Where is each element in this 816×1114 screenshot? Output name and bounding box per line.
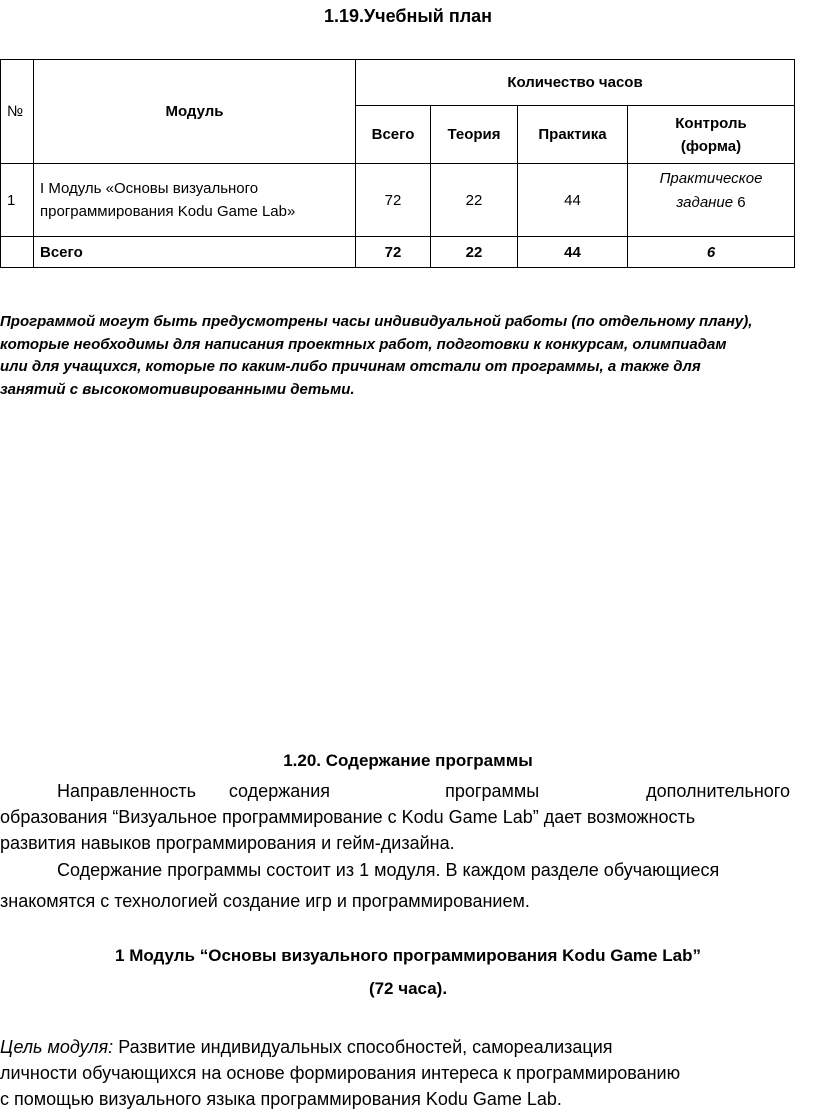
row-control-value: 6 bbox=[737, 194, 746, 211]
note-line: или для учащихся, которые по каким-либо причинам отстали от программы, а также для bbox=[0, 358, 701, 375]
total-total: 72 bbox=[356, 237, 431, 268]
total-theory: 22 bbox=[431, 237, 518, 268]
row-module-line1: I Модуль «Основы визуального bbox=[40, 180, 259, 197]
paragraph-line: знакомятся с технологией создание игр и программированием. bbox=[0, 891, 530, 911]
row-module-line2: программирования Kodu Game Lab» bbox=[40, 203, 296, 220]
module-hours: (72 часа). bbox=[368, 979, 448, 998]
header-total: Всего bbox=[356, 106, 431, 164]
paragraph-direction bbox=[0, 778, 790, 856]
row-num: 1 bbox=[1, 164, 34, 237]
row-control bbox=[628, 164, 795, 237]
header-control-line1: Контроль bbox=[675, 114, 747, 132]
note-line: которые необходимы для написания проектных работ, подготовки к конкурсам, олимпиадам bbox=[0, 335, 727, 353]
goal-line bbox=[0, 1034, 790, 1060]
row-control-type: задание bbox=[676, 194, 734, 211]
paragraph-line: образования “Визуальное программирование с Kodu Game Lab” дает возможность bbox=[0, 807, 696, 827]
goal-text: Развитие индивидуальных способностей, самореализация bbox=[118, 1037, 613, 1057]
header-control-line2: (форма) bbox=[680, 137, 742, 155]
goal-line: личности обучающихся на основе формирования интереса к программированию bbox=[0, 1063, 681, 1083]
row-control-line1: Практическое bbox=[659, 170, 763, 187]
paragraph-line: Направленность содержания программы дополнительного bbox=[57, 781, 790, 801]
table-header-row bbox=[1, 60, 795, 106]
table-row bbox=[1, 164, 795, 237]
header-practice: Практика bbox=[518, 106, 628, 164]
row-total: 72 bbox=[356, 164, 431, 237]
goal-line: с помощью визуального языка программирования Kodu Game Lab. bbox=[0, 1089, 562, 1109]
module-goal bbox=[0, 1034, 790, 1112]
curriculum-table bbox=[0, 59, 795, 268]
paragraph-content bbox=[0, 857, 790, 914]
note-line: Программой могут быть предусмотрены часы индивидуальной работы (по отдельному плану), bbox=[0, 313, 753, 330]
section-title-curriculum: 1.19.Учебный план bbox=[323, 6, 493, 26]
table-total-row bbox=[1, 237, 795, 268]
row-practice: 44 bbox=[518, 164, 628, 237]
header-num: № bbox=[1, 60, 34, 164]
paragraph-line: Содержание программы состоит из 1 модуля. В каждом разделе обучающиеся bbox=[57, 860, 720, 880]
total-control: 6 bbox=[628, 237, 795, 268]
note-line: занятий с высокомотивированными детьми. bbox=[0, 380, 355, 398]
total-num-empty bbox=[1, 237, 34, 268]
paragraph-line: развития навыков программирования и гейм-дизайна. bbox=[0, 833, 455, 853]
module-title: 1 Модуль “Основы визуального программирования Kodu Game Lab” bbox=[115, 946, 701, 965]
row-control-line2 bbox=[634, 191, 788, 215]
individual-work-note bbox=[0, 311, 816, 401]
total-practice: 44 bbox=[518, 237, 628, 268]
header-hours: Количество часов bbox=[356, 60, 795, 106]
header-control bbox=[628, 106, 795, 164]
header-theory: Теория bbox=[431, 106, 518, 164]
section-title-content: 1.20. Содержание программы bbox=[283, 751, 533, 770]
header-module: Модуль bbox=[34, 60, 356, 164]
row-module bbox=[34, 164, 356, 237]
total-label: Всего bbox=[34, 237, 356, 268]
goal-label: Цель модуля: bbox=[0, 1037, 114, 1057]
row-theory: 22 bbox=[431, 164, 518, 237]
